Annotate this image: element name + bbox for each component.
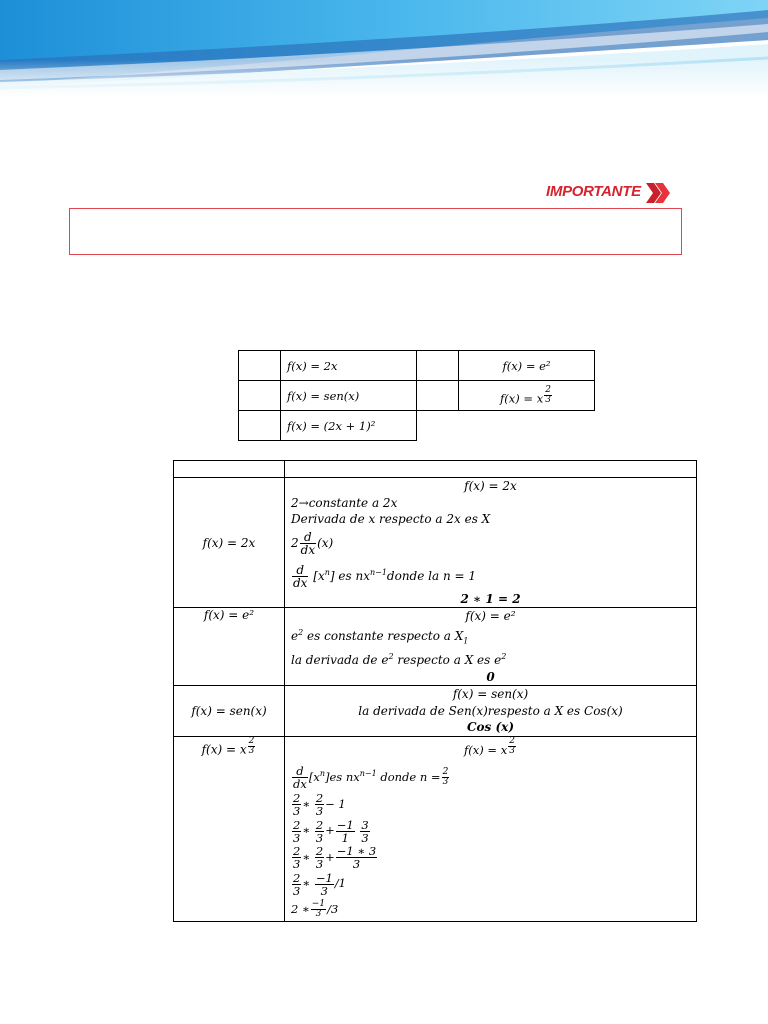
solution-line: 2 ∗ $\frac{-1}{3}$ /3 [291, 899, 339, 920]
grid-cell: f(x) = e² [459, 351, 595, 381]
table-row [174, 478, 697, 608]
solution-line: $\frac{d}{dx}$ $[x^n]es$ $nx^{n-1}$ donde n = $\frac{2}{3}$ [293, 764, 449, 792]
grid-blank-cell [239, 351, 281, 381]
function-cell: f(x) = 2x [174, 478, 285, 608]
grid-cell: f(x) = (2x + 1)² [281, 411, 417, 441]
table-row [174, 686, 697, 737]
grid-blank-cell [417, 351, 459, 381]
grid-cell: f(x) = x $^{\frac{2}{3}}$ [459, 381, 595, 411]
grid-blank-cell [417, 381, 459, 411]
grid-row [239, 381, 595, 411]
functions-grid [238, 350, 595, 441]
solution-line: $\frac{2}{3}$ ∗ $\frac{2}{3}$ + $\frac{-1 ∗ 3}{3}$ [293, 844, 377, 872]
function-cell: f(x) = sen(x) [174, 686, 285, 737]
grid-cell: f(x) = 2x [281, 351, 417, 381]
function-cell: f(x) = e² [174, 608, 285, 686]
solution-line: $e^2$ es constante respecto a $X_1$ [291, 627, 469, 645]
solution-cell [285, 608, 697, 686]
solution-line: 2 $\frac{d}{dx}$ (x) [291, 529, 334, 557]
solution-title: f(x) = sen(x) [452, 687, 529, 702]
header-banner [0, 0, 768, 98]
grid-row [239, 351, 595, 381]
solution-line: $\frac{2}{3}$ ∗ $\frac{2}{3}$ + $\frac{-1}{1}$ $\frac{3}{3}$ [293, 817, 369, 845]
function-cell: f(x) = x $^{\frac{2}{3}}$ [174, 736, 285, 921]
solution-cell [285, 478, 697, 608]
grid-blank-cell [239, 411, 281, 441]
double-chevron-right-icon [644, 180, 672, 210]
solution-title: f(x) = e² [465, 609, 516, 623]
important-box [69, 208, 682, 255]
important-label: IMPORTANTE [546, 183, 641, 200]
grid-cell-text: f(x) = x [500, 391, 544, 406]
solution-title: f(x) = x $^{\frac{2}{3}}$ [464, 736, 515, 757]
solution-result: 0 [486, 669, 495, 684]
solutions-table [173, 460, 697, 922]
solution-line: la derivada de $e^2$ respecto a X es $e^2$ [291, 652, 507, 668]
solution-cell [285, 686, 697, 737]
solution-line: $\frac{2}{3}$ ∗ $\frac{2}{3}$ − 1 [293, 791, 346, 819]
solution-line: Derivada de x respecto a 2x es X [291, 512, 491, 526]
solution-line: $\frac{d}{dx}$ $[x^n]$ es $nx^{n-1}donde$ la n = 1 [293, 562, 477, 590]
table-row [174, 736, 697, 921]
solution-line: 2→constante a 2x [291, 495, 398, 510]
solution-result: 2 ∗ 1 = 2 [460, 591, 521, 606]
table-row [174, 608, 697, 686]
grid-cell: f(x) = sen(x) [281, 381, 417, 411]
solution-result: Cos (x) [467, 720, 514, 735]
solution-line: $\frac{2}{3}$ ∗ $\frac{-1}{3}$ /1 [293, 870, 346, 898]
solution-line: la derivada de Sen(x)respesto a X es Cos(x) [358, 703, 623, 718]
grid-blank-cell [239, 381, 281, 411]
table-header-row [174, 461, 697, 478]
grid-row [239, 411, 595, 441]
solution-cell [285, 736, 697, 921]
solution-title: f(x) = 2x [464, 479, 517, 493]
